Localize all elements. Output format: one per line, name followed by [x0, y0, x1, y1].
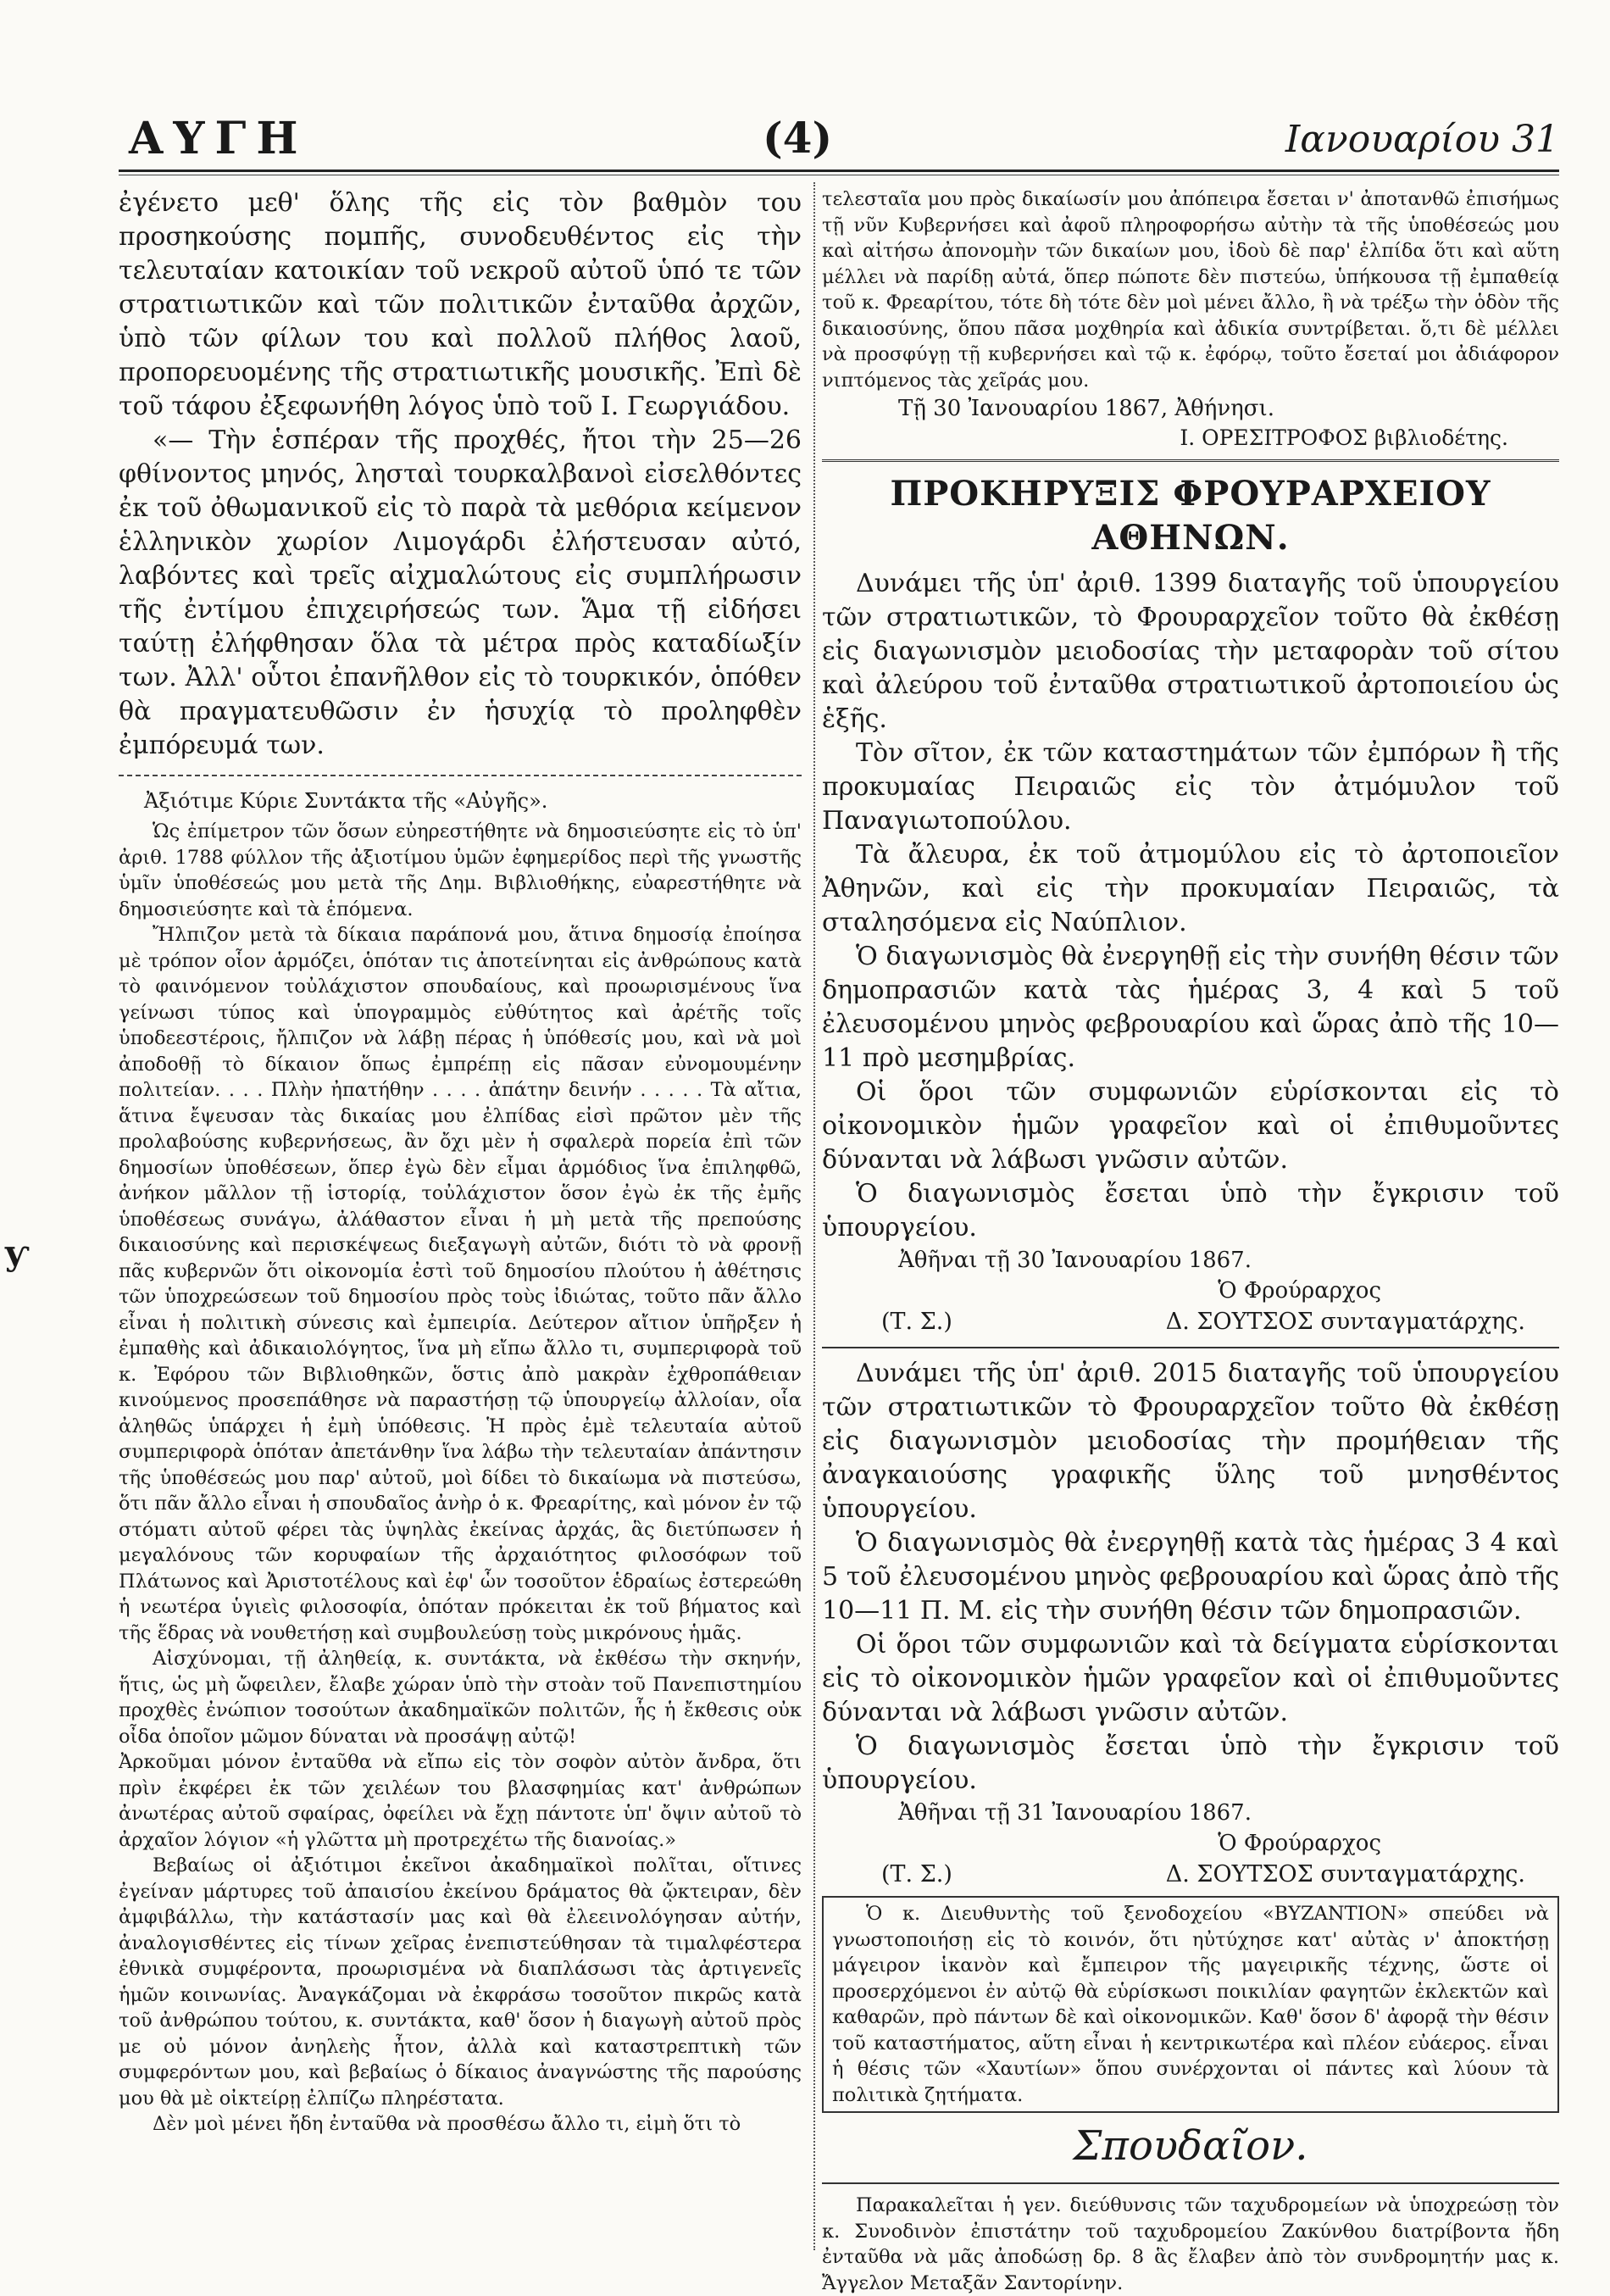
- notice-paragraph: Τὸν σῖτον, ἐκ τῶν καταστημάτων τῶν ἐμπόρων ἢ τῆς προκυμαίας Πειραιῶς εἰς τὸν ἀτμόμυλον τοῦ Παναγιωτοπούλου.: [822, 738, 1559, 836]
- hotel-ad-text: Ὁ κ. Διευθυντὴς τοῦ ξενοδοχείου «ΒΥΖΑΝΤΙΟΝ» σπεύδει νὰ γνωστοποιήσῃ εἰς τὸ κοινόν, ὅτι ηὐτύχησε κατ' αὐτὰς ν' ἀποκτήσῃ μάγειρον ἱκανὸν καὶ ἔμπειρον τῆς μαγειρικῆς τέχνης, ὥστε οἱ προσερχόμενοι ἐν αὐτῷ θὰ εὑρίσκωσι ποικιλίαν φαγητῶν ἐκλεκτῶν καὶ καθαρῶν, πρὸ πάντων δὲ καὶ οἰκονομικῶν. Καθ' ὅσον δ' ἀφορᾷ τὴν θέσιν τοῦ καταστήματος, αὕτη εἶναι ἡ κεντρικωτέρα καὶ πλέον εὐάερος. εἶναι ἡ θέσις τῶν «Χαυτίων» ὅπου συνέρχονται οἱ πάντες καὶ λύουν τὰ πολιτικὰ ζητήματα.: [832, 1903, 1549, 2106]
- notice-1: [822, 567, 1559, 1338]
- notice-title: Ὁ Φρούραρχος: [1218, 1278, 1381, 1304]
- notice-paragraph: Ὁ διαγωνισμὸς θὰ ἐνεργηθῇ κατὰ τὰς ἡμέρας 3 4 καὶ 5 τοῦ ἐλευσομένου μηνὸς φεβρουαρίου καὶ ὥρας ἀπὸ τῆς 10—11 Π. Μ. εἰς τὴν συνήθη θέσιν τῶν δημοπρασιῶν.: [822, 1528, 1559, 1626]
- notice-paragraph: Τὰ ἄλευρα, ἐκ τοῦ ἀτμομύλου εἰς τὸ ἀρτοποιεῖον Ἀθηνῶν, καὶ εἰς τὴν προκυμαίαν Πειραιῶς, τὰ σταλησόμενα εἰς Ναύπλιον.: [822, 840, 1559, 937]
- letter-salutation: Ἀξιότιμε Κύριε Συντάκτα τῆς «Αὐγῆς».: [144, 789, 548, 813]
- letter-paragraph: Ἤλπιζον μετὰ τὰ δίκαια παράπονά μου, ἅτινα δημοσίᾳ ἐποίησα μὲ τρόπον οἷον ἁρμόζει, ὁπόταν τις ἀποτείνηται εἰς ἀνθρώπους κατὰ τὸ φαινόμενον τοὐλάχιστον σπουδαίους, καὶ προωρισμένους ἵνα γείνωσι τύπος καὶ ὑπογραμμὸς εὐθύτητος καὶ ἀρέτῆς τοῖς ὑποδεεστέροις, ἤλπιζον νὰ λάβῃ πέρας ἡ ὑπόθεσίς μου, καὶ νὰ μοὶ ἀποδοθῇ τὸ δίκαιον ὅπως ἐμπρέπῃ εἰς πᾶσαν εὐνομουμένην πολιτείαν. . . . Πλὴν ἠπατήθην . . . . ἀπάτην δεινήν . . . . . Τὰ αἴτια, ἅτινα ἔψευσαν τὰς δικαίας μου ἐλπίδας εἰσὶ πρῶτον μὲν τῆς προλαβούσης κυβερνήσεως, ἂν ὄχι μὲν ἡ σφαλερὰ πορεία ἐπὶ τῶν δημοσίων ὑποθέσεων, ὅπερ ἐγὼ δὲν εἶμαι ἁρμόδιος ἵνα ἐπιληφθῶ, ἀνήκον μᾶλλον τῇ ἱστορίᾳ, τοὐλάχιστον ὅσον ἐγὼ ἐκ τῆς ἐμῆς ὑποθέσεως συνάγω, ἀλάθαστον εἶναι ἡ μὴ μετὰ τῆς πρεπούσης δικαιοσύνης καὶ περισκέψεως διεξαγωγὴ αὐτῶν, διότι τὸ νὰ φρονῇ πᾶς κυβερνῶν ὅτι οἰκονομία ἐστὶ τοῦ δημοσίου πλούτου ἡ ἀθέτησις τῶν ὑποχρεώσεων τοῦ δημοσίου πρὸς τοὺς ἰδιώτας, τοῦτο πᾶν ἄλλο εἶναι ἡ πολιτικὴ σύνεσις καὶ ἐμπειρία. Δεύτερον αἴτιον ὑπῆρξεν ἡ ἐμπαθὴς καὶ ἀδικαιολόγητος, ἵνα μὴ εἴπω ἄλλο τι, συμπεριφορὰ τοῦ κ. Ἐφόρου τῶν Βιβλιοθηκῶν, ὅστις ἀπὸ μακρὰν ἐχθροπάθειαν κινούμενος προσεπάθησε νὰ παραστήσῃ τῷ ὑπουργείῳ ἀλλοίαν, οἷα ἀληθῶς ὑπάρχει ἡ ἐμὴ ὑπόθεσις. Ἡ πρὸς ἐμὲ τελευταία αὐτοῦ συμπεριφορὰ ὁπόταν ἀπετάνθην ἵνα λάβω τὴν τελευταίαν ἀπάντησιν τῆς ὑποθέσεώς μου παρ' αὐτοῦ, μοὶ δίδει τὸ δικαίωμα νὰ πιστεύσω, ὅτι πᾶν ἄλλο εἶναι ἡ σπουδαῖος ἀνὴρ ὁ κ. Φρεαρίτης, καὶ μόνον ἐν τῷ στόματι αὐτοῦ φέρει τὰς ὑψηλὰς ἐκείνας ἀρχάς, ἃς διετύπωσεν ἡ μεγαλόνους τῶν κορυφαίων τῆς ἀρχαιότητος φιλοσόφων τοῦ Πλάτωνος καὶ Ἀριστοτέλους καὶ ἐφ' ὧν τοσοῦτον ἑδραίως ἐστερεώθη ἡ νεωτέρα ὑγιεὶς φιλοσοφία, ὁπόταν πρόκειται ἐκ τοῦ βήματος καὶ τῆς ἕδρας νὰ νουθετήσῃ καὶ συμβουλεύσῃ τοὺς μικρόνους ἡμᾶς.: [119, 924, 802, 1644]
- left-column: [119, 186, 802, 2138]
- section-divider: [822, 1347, 1559, 1348]
- news-paragraph: ἐγένετο μεθ' ὅλης τῆς εἰς τὸν βαθμὸν του προσηκούσης πομπῆς, συνοδευθέντος εἰς τὴν τελευταίαν κατοικίαν τοῦ νεκροῦ αὐτοῦ ὑπό τε τῶν στρατιωτικῶν καὶ τῶν πολιτικῶν ἐνταῦθα ἀρχῶν, ὑπὸ τῶν φίλων του καὶ πολλοῦ πλήθος λαοῦ, προπορευομένης τῆς στρατιωτικῆς μουσικῆς. Ἐπὶ δὲ τοῦ τάφου ἐξεφωνήθη λόγος ὑπὸ τοῦ Ι. Γεωργιάδου.: [119, 188, 802, 421]
- issue-date: Ιανουαρίου 31: [1285, 118, 1559, 161]
- section-divider: [822, 2182, 1559, 2184]
- notice-paragraph: Ὁ διαγωνισμὸς ἔσεται ὑπὸ τὴν ἔγκρισιν τοῦ ὑπουργείου.: [822, 1732, 1559, 1795]
- letter-date: Τῇ 30 Ἰανουαρίου 1867, Ἀθήνησι.: [898, 396, 1274, 421]
- notice-title: Ὁ Φρούραρχος: [1218, 1831, 1381, 1856]
- letter-paragraph: Αἰσχύνομαι, τῇ ἀληθείᾳ, κ. συντάκτα, νὰ ἐκθέσω τὴν σκηνήν, ἥτις, ὡς μὴ ὤφειλεν, ἔλαβε χώραν ὑπὸ τὴν στοὰν τοῦ Πανεπιστημίου προχθὲς ἐνώπιον τοσούτων ἀκαδημαϊκῶν πολιτῶν, ἧς ἡ ἔκθεσις οὐκ οἶδα ὁποῖον μῶμον δύναται νὰ προσάψῃ αὐτῷ!: [119, 1648, 802, 1748]
- page-number: (4): [763, 113, 833, 163]
- notice-paragraph: Οἱ ὅροι τῶν συμφωνιῶν καὶ τὰ δείγματα εὑρίσκονται εἰς τὸ οἰκονομικὸν ἡμῶν γραφεῖον καὶ οἱ ἐπιθυμοῦντες δύνανται νὰ λάβωσι γνῶσιν αὐτῶν.: [822, 1630, 1559, 1727]
- notice-headline: ΠΡΟΚΗΡΥΞΙΣ ΦΡΟΥΡΑΡΧΕΙΟΥ ΑΘΗΝΩΝ.: [890, 474, 1491, 558]
- notice-paragraph: Ὁ διαγωνισμὸς ἔσεται ὑπὸ τὴν ἔγκρισιν τοῦ ὑπουργείου.: [822, 1179, 1559, 1243]
- margin-mark: ƴ: [5, 1233, 30, 1273]
- letter-paragraph: Ἀρκοῦμαι μόνον ἐνταῦθα νὰ εἴπω εἰς τὸν σοφὸν αὐτὸν ἄνδρα, ὅτι πρὶν ἐκφέρει ἐκ τῶν χειλέων του βλασφημίας κατ' ἀνθρώπων ἀνωτέρας αὐτοῦ σφαίρας, ὀφείλει νὰ ἔχῃ πάντοτε ὑπ' ὄψιν αὐτοῦ τὸ ἀρχαῖον λόγιον «ἡ γλῶττα μὴ προτρεχέτω τῆς διανοίας.»: [119, 1751, 802, 1851]
- spoudaion-heading: Σπουδαῖον.: [1073, 2122, 1308, 2170]
- section-divider: [822, 459, 1559, 462]
- notice-date: Ἀθῆναι τῇ 30 Ἰανουαρίου 1867.: [898, 1248, 1252, 1273]
- column-divider: [813, 182, 815, 2250]
- notice-2: [822, 1357, 1559, 1891]
- notice-paragraph: Ὁ διαγωνισμὸς θὰ ἐνεργηθῇ εἰς τὴν συνήθη θέσιν τῶν δημοπρασιῶν κατὰ τὰς ἡμέρας 3, 4 καὶ 5 τοῦ ἐλευσομένου μηνὸς φεβρουαρίου καὶ ὥρας ἀπὸ τῆς 10—11 πρὸ μεσημβρίας.: [822, 942, 1559, 1073]
- right-column: [822, 186, 1559, 2296]
- section-divider: [119, 775, 802, 776]
- letter-signature: Ι. ΟΡΕΣΙΤΡΟΦΟΣ βιβλιοδέτης.: [1180, 425, 1508, 450]
- seal-mark: (Τ. Σ.): [881, 1309, 952, 1335]
- notice-paragraph: Δυνάμει τῆς ὑπ' ἀριθ. 1399 διαταγῆς τοῦ ὑπουργείου τῶν στρατιωτικῶν, τὸ Φρουραρχεῖον τοῦτο θὰ ἐκθέσῃ εἰς διαγωνισμὸν μειοδοσίας τὴν μεταφορὰν τοῦ σίτου καὶ ἀλεύρου τοῦ ἐνταῦθα στρατιωτικοῦ ἀρτοποιείου ὡς ἑξῆς.: [822, 569, 1559, 734]
- newspaper-title: ΑΥΓΗ: [129, 113, 308, 164]
- notice-signer: Δ. ΣΟΥΤΣΟΣ συνταγματάρχης.: [1165, 1309, 1525, 1335]
- notice-paragraph: Οἱ ὅροι τῶν συμφωνιῶν εὑρίσκονται εἰς τὸ οἰκονομικὸν ἡμῶν γραφεῖον καὶ οἱ ἐπιθυμοῦντες δύνανται νὰ λάβωσι γνῶσιν αὐτῶν.: [822, 1077, 1559, 1175]
- notice-signer: Δ. ΣΟΥΤΣΟΣ συνταγματάρχης.: [1165, 1861, 1525, 1887]
- news-paragraph: «— Τὴν ἑσπέραν τῆς προχθές, ἤτοι τὴν 25—26 φθίνοντος μηνός, λησταὶ τουρκαλβανοὶ εἰσελθόντες ἐκ τοῦ ὀθωμανικοῦ εἰς τὸ παρὰ τὰ μεθόρια κείμενον ἑλληνικὸν χωρίον Λιμογάρδι ἐλήστευσαν αὐτό, λαβόντες καὶ τρεῖς αἰχμαλώτους εἰς συμπλήρωσιν τῆς ἐντίμου ἐπιχειρήσεώς των. Ἅμα τῇ εἰδήσει ταύτῃ ἐλήφθησαν ὅλα τὰ μέτρα πρὸς καταδίωξίν των. Ἀλλ' οὗτοι ἐπανῆλθον εἰς τὸ τουρκικόν, ὁπόθεν θὰ πραγματευθῶσιν ἐν ἡσυχίᾳ τὸ προληφθὲν ἐμπόρευμά των.: [119, 425, 802, 760]
- notice-paragraph: Δυνάμει τῆς ὑπ' ἀριθ. 2015 διαταγῆς τοῦ ὑπουργείου τῶν στρατιωτικῶν τὸ Φρουραρχεῖον τοῦτο θὰ ἐκθέσῃ εἰς διαγωνισμὸν μειοδοσίας τὴν προμήθειαν τῆς ἀναγκαιούσης γραφικῆς ὕλης τοῦ μνησθέντος ὑπουργείου.: [822, 1359, 1559, 1524]
- spoudaion-text: Παρακαλεῖται ἡ γεν. διεύθυνσις τῶν ταχυδρομείων νὰ ὑποχρεώσῃ τὸν κ. Συνοδινὸν ἐπιστάτην τοῦ ταχυδρομείου Ζακύνθου διατρίβοντα ἤδη ἐνταῦθα νὰ μᾶς ἀποδώσῃ δρ. 8 ἃς ἔλαβεν ἀπὸ τὸν συνδρομητήν μας κ. Ἄγγελον Μεταξᾶν Σαντορίνην.: [822, 2194, 1559, 2294]
- letter-paragraph: Δὲν μοὶ μένει ἤδη ἐνταῦθα νὰ προσθέσω ἄλλο τι, εἰμὴ ὅτι τὸ: [153, 2113, 741, 2135]
- seal-mark: (Τ. Σ.): [881, 1861, 952, 1887]
- letter-continuation: τελεσταῖα μου πρὸς δικαίωσίν μου ἀπόπειρα ἔσεται ν' ἀποτανθῶ ἐπισήμως τῇ νῦν Κυβερνήσει καὶ ἀφοῦ πληροφορήσω αὐτὴν τὰ τῆς ὑποθέσεώς μου καὶ αἰτήσω ἀπονομὴν τῶν δικαίων μου, ἰδοὺ δὲ παρ' ἐλπίδα ὅτι καὶ αὕτη μέλλει νὰ παρίδῃ αὐτά, ὅπερ πώποτε δὲν πιστεύω, ὑπήκουσα τῇ ἐμπαθείᾳ τοῦ κ. Φρεαρίτου, τότε δὴ τότε δὲν μοὶ μένει ἄλλο, ἢ νὰ τρέξω τὴν ὁδὸν τῆς δικαιοσύνης, ὅπου πᾶσα μοχθηρία καὶ ἀδικία συντρίβεται. ὅ,τι δὲ μέλλει νὰ προσφύγῃ τῇ κυβερνήσει καὶ τῷ κ. ἐφόρῳ, τοῦτο ἔσεταί μοι ἀδιάφορον νιπτόμενος τὰς χεῖράς μου.: [822, 188, 1559, 392]
- masthead-rule: [119, 170, 1559, 172]
- notice-signature-row: [822, 1306, 1559, 1338]
- masthead: [119, 106, 1559, 174]
- letter-paragraph: Βεβαίως οἱ ἀξιότιμοι ἐκεῖνοι ἀκαδημαϊκοὶ πολῖται, οἵτινες ἐγείναν μάρτυρες τοῦ ἀπαισίου ἐκείνου δράματος θὰ ᾤκτειραν, δὲν ἀμφιβάλλω, τὴν κατάστασίν μας καὶ θὰ ἐλεεινολόγησαν αὐτήν, ἀναλογισθέντες εἰς τίνων χεῖρας ἐνεπιστεύθησαν τὰ τιμαλφέστερα ἐθνικὰ συμφέροντα, προωρισμένα νὰ διαπλάσωσι τὰς ἀρτιγενεῖς ἡμῶν κοινωνίας. Ἀναγκάζομαι νὰ ἐκφράσω τοσοῦτον πικρῶς κατὰ τοῦ ἀνθρώπου τούτου, κ. συντάκτα, καθ' ὅσον ἡ διαγωγὴ αὐτοῦ πρὸς με οὐ μόνον ἀνηλεὴς ἦτον, ἀλλὰ καὶ καταστρεπτικὴ τῶν συμφερόντων μου, καὶ βεβαίως ὁ δίκαιος ἀναγνώστης τῆς παρούσης μου θὰ μὲ οἰκτείρῃ ἐλπίζω πληρέστατα.: [119, 1854, 802, 2110]
- letter-paragraph: Ὡς ἐπίμετρον τῶν ὅσων εὐηρεστήθητε νὰ δημοσιεύσητε εἰς τὸ ὑπ' ἀριθ. 1788 φύλλον τῆς ἀξιοτίμου ὑμῶν ἐφημερίδος περὶ τῆς γνωστῆς ὑμῖν ὑποθέσεώς μου μετὰ τῆς Δημ. Βιβλιοθήκης, εὐαρεστήθητε νὰ δημοσιεύσητε καὶ τὰ ἑπόμενα.: [119, 820, 802, 920]
- hotel-advertisement: [822, 1896, 1559, 2113]
- notice-date: Ἀθῆναι τῇ 31 Ἰανουαρίου 1867.: [898, 1800, 1252, 1826]
- notice-signature-row: [822, 1859, 1559, 1891]
